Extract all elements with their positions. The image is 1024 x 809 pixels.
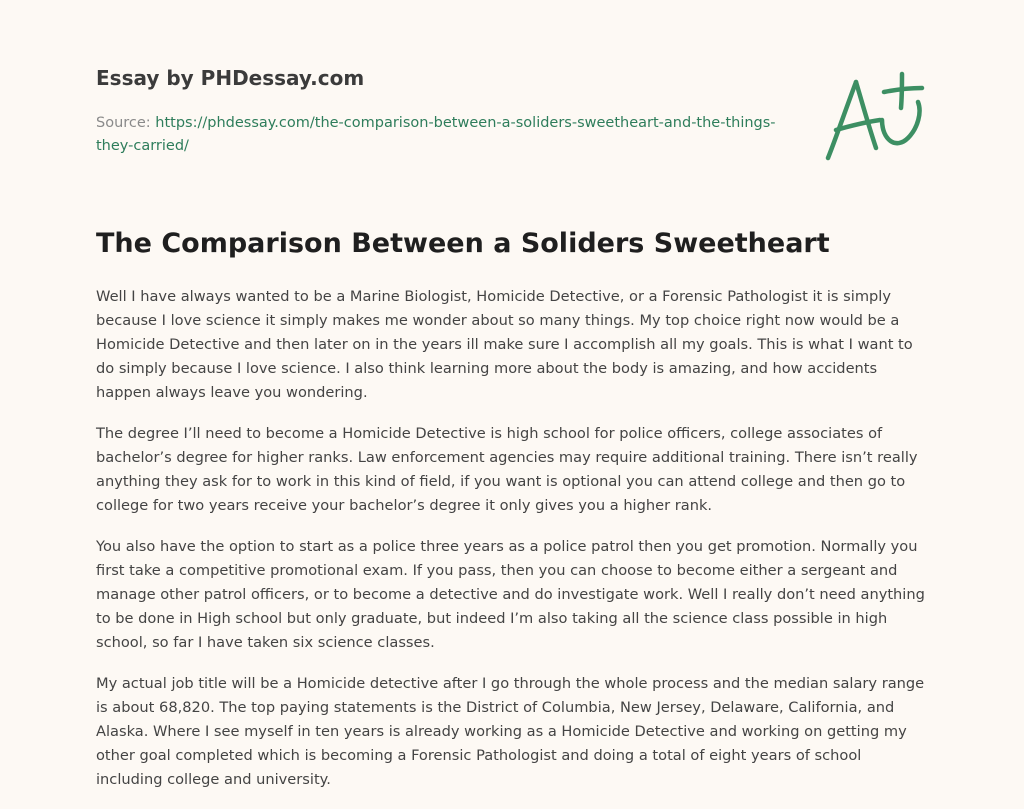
paragraph: You also have the option to start as a police three years as a police patrol then you get promotion. Normally you first take a competitive promotional exam. If you pass, then you can choose to become either a sergeant and manage other patrol officers, or to become a detective and do investigate work. Well I really don’t need anything to be done in High school but only graduate, but indeed I’m also taking all the science class possible in high school, so far I have taken six science classes. xyxy=(96,538,925,651)
paragraph: The degree I’ll need to become a Homicide Detective is high school for police officers, college associates of bachelor’s degree for higher ranks. Law enforcement agencies may require additional training. There isn’t really anything they ask for to work in this kind of field, if you want is optional you can attend college and then go to college for two years receive your bachelor’s degree it only gives you a higher rank. xyxy=(96,425,918,514)
a-plus-logo-icon xyxy=(822,68,926,164)
source-label: Source: xyxy=(96,115,151,131)
page-header xyxy=(96,64,796,158)
site-title: Essay by PHDessay.com xyxy=(96,66,365,90)
source-line xyxy=(96,112,776,158)
article-title: The Comparison Between a Soliders Sweetheart xyxy=(96,228,830,259)
paragraph: My actual job title will be a Homicide detective after I go through the whole process and the median salary range is about 68,820. The top paying statements is the District of Columbia, New Jersey, Delaware, California, and Alaska. Where I see myself in ten years is already working as a Homicide Detective and working on getting my other goal completed which is becoming a Forensic Pathologist and doing a total of eight years of school including college and university. xyxy=(96,675,925,788)
source-link[interactable]: https://phdessay.com/the-comparison-between-a-soliders-sweetheart-and-the-things-they-carried/ xyxy=(96,115,776,154)
article-body xyxy=(96,285,932,809)
paragraph: Well I have always wanted to be a Marine Biologist, Homicide Detective, or a Forensic Pathologist it is simply because I love science it simply makes me wonder about so many things. My top choice right now would be a Homicide Detective and then later on in the years ill make sure I accomplish all my goals. This is what I want to do simply because I love science. I also think learning more about the body is amazing, and how accidents happen always leave you wondering. xyxy=(96,288,913,401)
